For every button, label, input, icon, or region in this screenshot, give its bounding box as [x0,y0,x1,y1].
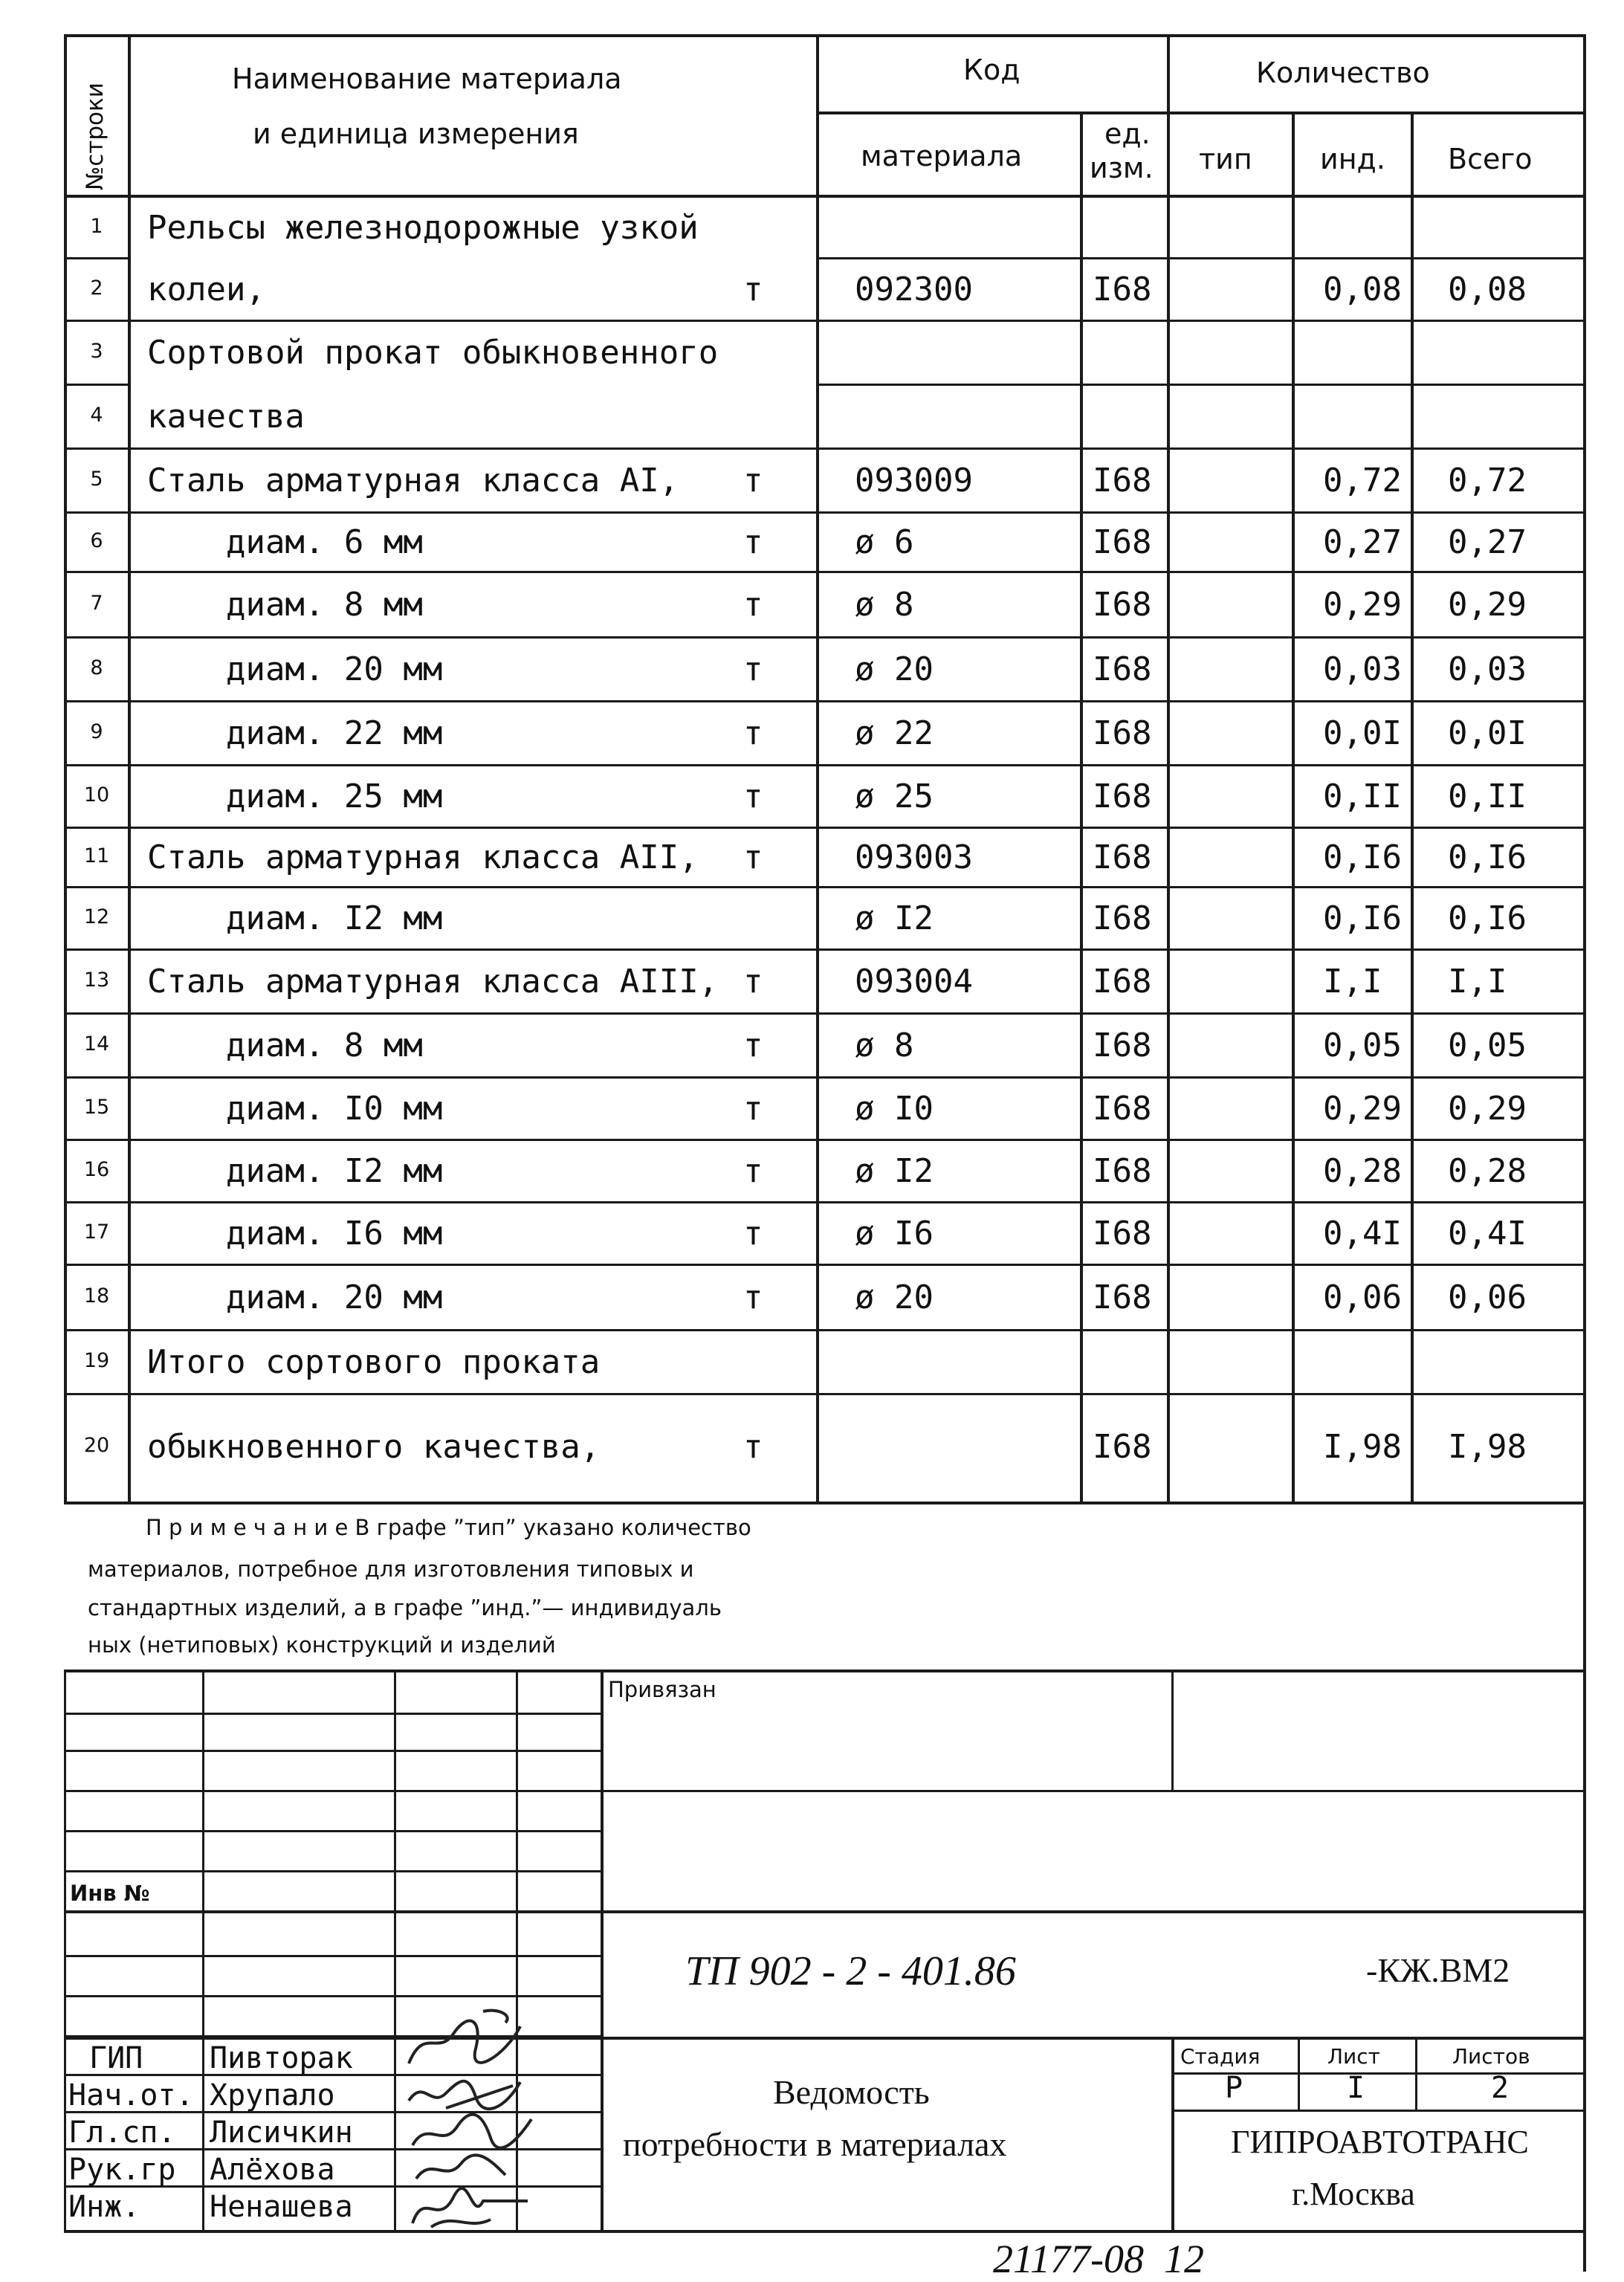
material-code: 093009 [855,462,973,500]
row-number: 18 [83,1284,110,1308]
qty-total: 0,0I [1448,714,1527,752]
material-code: ø 6 [855,523,914,561]
qty-total: 0,29 [1448,586,1527,624]
unit-letter: т [743,271,763,308]
doc-suffix: -КЖ.ВМ2 [1366,1951,1510,1989]
qty-total: 0,II [1448,778,1527,815]
material-code: ø 8 [855,586,914,624]
unit-code: I68 [1093,838,1152,876]
doc-title-line1: Ведомость [773,2073,930,2111]
unit-code: I68 [1093,1152,1152,1190]
unit-letter: т [743,1090,763,1128]
material-code: ø I0 [855,1090,934,1128]
linked-label: Привязан [608,1677,716,1702]
note-text1: В графе ”тип” указано количество [355,1515,751,1540]
unit-letter: т [743,650,763,688]
qty-ind: 0,08 [1323,271,1402,308]
unit-letter: т [743,523,763,561]
tb-row-line-6 [64,1955,602,1957]
material-name: качества [147,398,305,436]
note-line4: ных (нетиповых) конструкций и изделий [88,1632,556,1658]
material-code: ø I2 [855,1152,934,1190]
row-separator-numcol [64,257,129,259]
material-code: ø I2 [855,899,934,937]
signature-pivtorak [394,2004,543,2075]
header-type: тип [1199,143,1252,175]
row-separator [64,1264,1586,1266]
unit-code: I68 [1093,899,1152,937]
col-divider-unit [1167,34,1170,1504]
row-separator-numcol [64,1393,129,1395]
header-name-line1: Наименование материала [232,62,622,95]
qty-ind: 0,29 [1323,586,1402,624]
material-name: диам. I2 мм [147,899,443,937]
unit-code: I68 [1093,778,1152,815]
qty-ind: 0,03 [1323,650,1402,688]
row-number: 20 [83,1434,110,1457]
row-number: 2 [90,277,103,300]
tb-col-2 [202,1670,204,2231]
stage-value: Р [1225,2071,1243,2105]
qty-total: 0,06 [1448,1279,1527,1316]
unit-code: I68 [1093,714,1152,752]
row-number: 4 [90,404,103,427]
sheets-value: 2 [1491,2071,1510,2105]
tb-doc-code-top [64,1910,1586,1913]
row-separator-numcol [64,384,129,386]
unit-code: I68 [1093,1428,1152,1466]
row-separator [64,764,1586,766]
col-divider-rownum [128,34,131,1504]
header-quantity: Количество [1256,56,1430,89]
qty-total: 0,05 [1448,1027,1527,1064]
tb-row-line-7 [64,1995,602,1997]
material-code: 092300 [855,271,973,308]
unit-code: I68 [1093,462,1152,500]
row-number: 12 [83,905,110,928]
table-border-bottom [64,1502,1586,1504]
role-person: Пивторак [210,2041,353,2075]
role-title: Нач.от. [68,2078,194,2113]
tb-col-5 [601,1670,604,2231]
row-separator [64,447,1586,450]
qty-total: 0,72 [1448,462,1527,500]
material-name: диам. 8 мм [147,586,423,624]
material-name: диам. 20 мм [147,650,443,688]
material-name: диам. 22 мм [147,714,443,752]
material-code: 093004 [855,963,973,1001]
row-separator [64,948,1586,951]
tb-row-line-5 [64,1870,602,1872]
row-separator [64,1012,1586,1015]
unit-letter: т [743,838,763,876]
unit-code: I68 [1093,1090,1152,1128]
unit-letter: т [743,1428,763,1466]
doc-title-line2: потребности в материалах [623,2125,1007,2163]
row-separator [64,320,1586,322]
unit-letter: т [743,586,763,624]
qty-total: 0,03 [1448,650,1527,688]
qty-ind: I,98 [1323,1428,1402,1466]
material-name: диам. 8 мм [147,1027,423,1064]
note-line1 [146,1515,751,1540]
material-name: Рельсы железнодорожные узкой [147,209,699,247]
row-number: 14 [83,1032,110,1056]
row-number: 5 [90,468,103,491]
header-ind: инд. [1320,143,1385,175]
sheet-label: Лист [1327,2044,1380,2069]
tb-row-line-4 [64,1830,602,1832]
row-separator-datacols [816,384,1586,386]
qty-total: 0,I6 [1448,899,1527,937]
sheet-value: I [1347,2071,1365,2105]
tb-stage-divider-2 [1415,2037,1417,2110]
unit-code: I68 [1093,1027,1152,1064]
row-number: 8 [90,656,103,679]
unit-code: I68 [1093,963,1152,1001]
row-separator [64,1329,1586,1331]
header-code: Код [963,54,1020,86]
row-separator [64,1076,1586,1079]
material-code: ø I6 [855,1215,934,1252]
qty-ind: 0,72 [1323,462,1402,500]
unit-letter: т [743,1279,763,1316]
material-name: диам. 20 мм [147,1279,443,1316]
material-name: Сталь арматурная класса АIII, [147,963,719,1001]
role-title: Инж. [68,2190,140,2224]
row-number: 9 [90,720,103,743]
row-number: 16 [83,1158,110,1181]
row-separator [64,886,1586,888]
material-code: ø 8 [855,1027,914,1064]
qty-ind: 0,29 [1323,1090,1402,1128]
unit-code: I68 [1093,650,1152,688]
role-title: Гл.сп. [68,2115,176,2150]
row-separator [64,571,1586,573]
row-number: 15 [83,1096,110,1119]
role-person: Ненашева [210,2190,353,2224]
material-name: Сталь арматурная класса АI, [147,462,679,500]
row-separator [64,827,1586,829]
row-separator-datacols [816,1393,1586,1395]
stage-label: Стадия [1180,2044,1261,2069]
material-name: диам. I0 мм [147,1090,443,1128]
header-total: Всего [1448,143,1533,175]
table-border-top [64,34,1586,37]
tb-col-1 [64,1670,66,2231]
qty-ind: 0,4I [1323,1215,1402,1252]
row-separator [64,511,1586,514]
qty-ind: 0,0I [1323,714,1402,752]
qty-ind: 0,05 [1323,1027,1402,1064]
tb-linked-divider [1171,1670,1174,1790]
tb-title-top [64,2037,1586,2040]
row-separator [64,700,1586,702]
material-code: ø 20 [855,1279,934,1316]
unit-letter: т [743,778,763,815]
table-border-right [1583,34,1586,2272]
header-row-number: №строки [82,83,109,190]
material-code: ø 20 [855,650,934,688]
material-name: диам. 25 мм [147,778,443,815]
tb-row-line-1 [64,1713,602,1715]
header-unit-line2: изм. [1090,152,1154,184]
unit-letter: т [743,714,763,752]
note-line2: материалов, потребное для изготовления типовых и [88,1557,694,1582]
sheets-label: Листов [1452,2044,1530,2069]
role-title: Рук.гр [68,2153,176,2187]
table-border-left [64,34,67,1504]
row-number: 10 [83,783,110,807]
tb-row-line-2 [64,1750,602,1752]
row-separator-datacols [816,257,1586,259]
material-name: колеи, [147,271,265,308]
qty-total: 0,4I [1448,1215,1527,1252]
material-code: ø 22 [855,714,934,752]
unit-code: I68 [1093,271,1152,308]
qty-ind: 0,II [1323,778,1402,815]
material-name: диам. I2 мм [147,1152,443,1190]
tb-bottom-line [64,2230,1586,2233]
note-line3: стандартных изделий, а в графе ”инд.”— индивидуаль [88,1595,722,1620]
col-divider-name [816,34,819,1504]
unit-code: I68 [1093,1215,1152,1252]
row-number: 17 [83,1221,110,1244]
qty-ind: 0,28 [1323,1152,1402,1190]
unit-code: I68 [1093,1279,1152,1316]
footer-number: 21177-08 12 [993,2237,1204,2281]
row-separator [64,1139,1586,1141]
row-separator [64,636,1586,639]
material-code: ø 25 [855,778,934,815]
material-code: 093003 [855,838,973,876]
row-number: 7 [90,592,103,615]
tb-stage-divider-1 [1298,2037,1300,2110]
row-number: 1 [90,215,103,238]
tb-col-3 [394,1670,396,2231]
org-line2: г.Москва [1292,2176,1415,2212]
material-name: диам. 6 мм [147,523,423,561]
role-person: Лисичкин [210,2115,353,2150]
qty-total: 0,27 [1448,523,1527,561]
qty-total: 0,29 [1448,1090,1527,1128]
row-number: 3 [90,340,103,363]
header-bottom-line [64,195,1586,198]
note-lead: П р и м е ч а н и е [146,1515,349,1540]
row-separator [64,1201,1586,1203]
tb-title-divider [1171,2037,1174,2231]
material-name: диам. I6 мм [147,1215,443,1252]
material-name: обыкновенного качества, [147,1428,601,1466]
qty-total: 0,I6 [1448,838,1527,876]
qty-ind: 0,I6 [1323,899,1402,937]
tb-row-line-3 [64,1790,1586,1792]
unit-code: I68 [1093,523,1152,561]
header-mid-line [816,111,1586,114]
inv-label: Инв № [70,1881,150,1906]
header-material: материала [861,140,1023,172]
qty-ind: 0,06 [1323,1279,1402,1316]
row-number: 13 [83,969,110,992]
qty-total: I,98 [1448,1428,1527,1466]
role-person: Алёхова [210,2153,335,2187]
role-person: Хрупало [210,2078,335,2113]
signature-nenasheva [401,2182,535,2234]
material-name: Сортовой прокат обыкновенного [147,334,719,372]
qty-ind: 0,I6 [1323,838,1402,876]
role-title: ГИП [89,2041,143,2075]
tb-top-line [64,1670,1586,1672]
qty-ind: 0,27 [1323,523,1402,561]
row-number: 19 [83,1349,110,1372]
unit-letter: т [743,1027,763,1064]
unit-letter: т [743,963,763,1001]
material-name: Итого сортового проката [147,1343,601,1381]
header-name-line2: и единица измерения [253,117,579,150]
unit-letter: т [743,1215,763,1252]
org-line1: ГИПРОАВТОТРАНС [1231,2124,1529,2160]
qty-ind: I,I [1323,963,1382,1001]
qty-total: I,I [1448,963,1507,1001]
unit-code: I68 [1093,586,1152,624]
unit-letter: т [743,1152,763,1190]
row-number: 6 [90,529,103,552]
row-number: 11 [83,844,110,867]
doc-code: ТП 902 - 2 - 401.86 [685,1948,1016,1994]
unit-letter: т [743,462,763,500]
header-unit-line1: ед. [1104,117,1151,150]
qty-total: 0,28 [1448,1152,1527,1190]
qty-total: 0,08 [1448,271,1527,308]
tb-stage-line-2 [1171,2110,1586,2112]
material-name: Сталь арматурная класса АII, [147,838,699,876]
